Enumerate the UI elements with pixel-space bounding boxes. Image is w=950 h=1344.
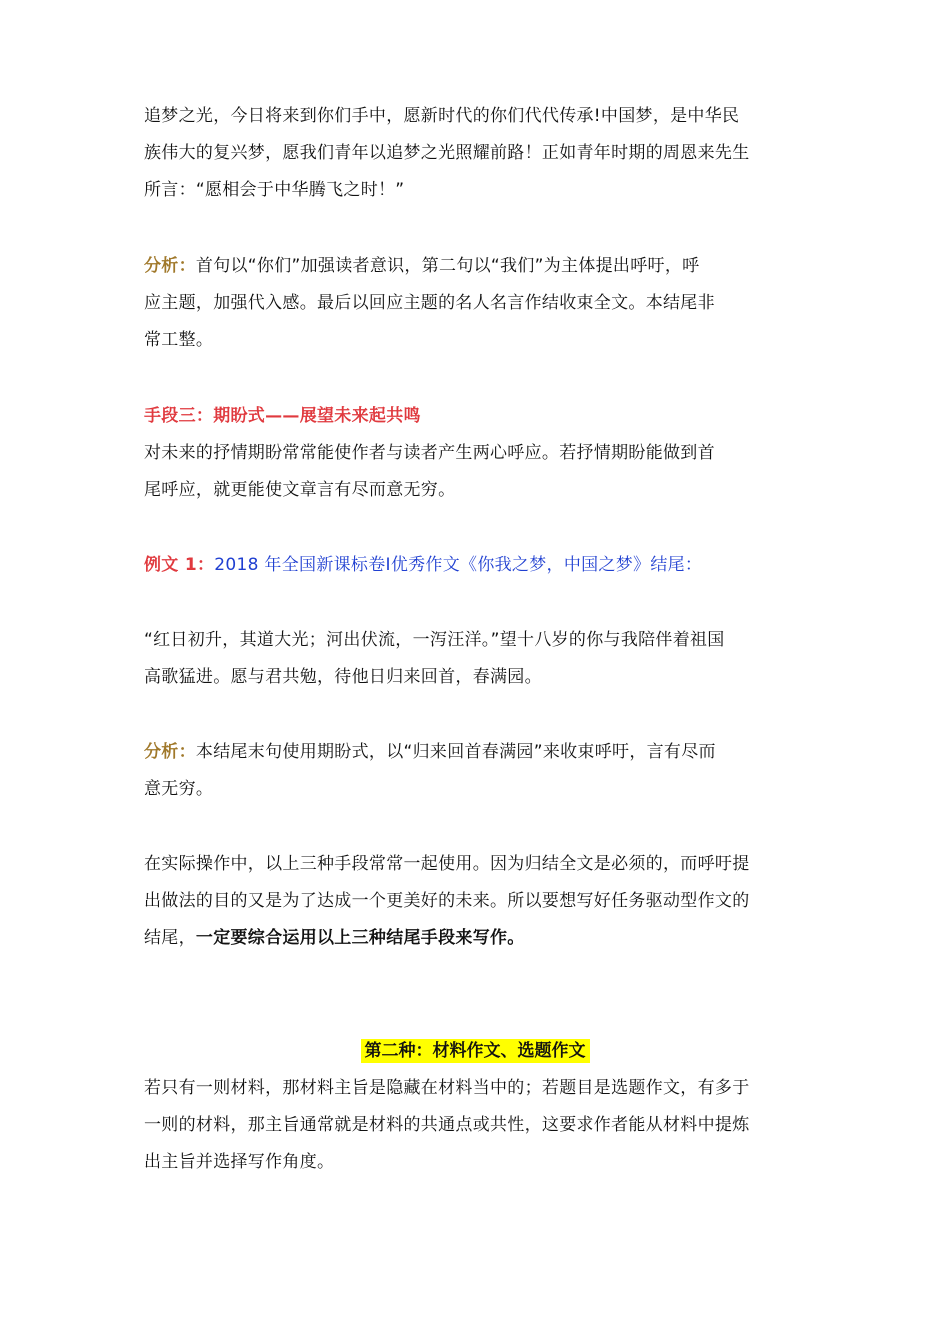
closing-paragraph <box>144 98 824 209</box>
text-line: 对未来的抒情期盼常常能使作者与读者产生两心呼应。若抒情期盼能做到首 <box>144 443 715 463</box>
text-line: 在实际操作中，以上三种手段常常一起使用。因为归结全文是必须的，而呼吁提 <box>144 854 750 874</box>
analysis-label: 分析： <box>144 742 196 762</box>
text-line: 高歌猛进。愿与君共勉，待他日归来回首，春满园。 <box>144 667 542 687</box>
method-three-section <box>144 398 824 509</box>
example-label: 例文 1： <box>144 555 215 575</box>
text-line: 常工整。 <box>144 330 214 350</box>
text-line: 尾呼应，就更能使文章言有尽而意无穷。 <box>144 480 456 500</box>
text-line: 意无穷。 <box>144 779 214 799</box>
text-line: 一则的材料，那主旨通常就是材料的共通点或共性，这要求作者能从材料中提炼 <box>144 1115 750 1135</box>
text-line <box>144 248 824 285</box>
analysis-text: 本结尾末句使用期盼式，以“归来回首春满园”来收束呼吁，言有尽而 <box>195 742 716 762</box>
text-line: 追梦之光，今日将来到你们手中，愿新时代的你们代代传承!中国梦，是中华民 <box>144 106 740 126</box>
summary-prefix: 结尾， <box>144 928 196 948</box>
text-line: 若只有一则材料，那材料主旨是隐藏在材料当中的；若题目是选题作文，有多于 <box>144 1078 750 1098</box>
analysis-paragraph-2 <box>144 734 824 808</box>
section-two-paragraph <box>144 1070 824 1181</box>
text-line <box>144 734 824 771</box>
example-heading <box>144 547 824 584</box>
text-line: 应主题，加强代入感。最后以回应主题的名人名言作结收束全文。本结尾非 <box>144 293 715 313</box>
text-line <box>144 920 824 957</box>
summary-paragraph <box>144 846 824 957</box>
method-three-heading: 手段三：期盼式——展望未来起共鸣 <box>144 406 421 426</box>
highlighted-title: 第二种：材料作文、选题作文 <box>361 1039 590 1063</box>
text-line: 所言：“愿相会于中华腾飞之时！” <box>144 180 405 200</box>
text-line: 族伟大的复兴梦，愿我们青年以追梦之光照耀前路！正如青年时期的周恩来先生 <box>144 143 750 163</box>
text-line: 出主旨并选择写作角度。 <box>144 1152 335 1172</box>
summary-emphasis: 一定要综合运用以上三种结尾手段来写作。 <box>195 928 525 948</box>
example-title: 2018 年全国新课标卷Ⅰ优秀作文《你我之梦，中国之梦》结尾： <box>214 555 703 575</box>
text-line: 出做法的目的又是为了达成一个更美好的未来。所以要想写好任务驱动型作文的 <box>144 891 750 911</box>
example-text <box>144 622 824 696</box>
text-line: “红日初升，其道大光；河出伏流，一泻汪洋。”望十八岁的你与我陪伴着祖国 <box>144 630 725 650</box>
analysis-paragraph-1 <box>144 248 824 359</box>
analysis-text: 首句以“你们”加强读者意识，第二句以“我们”为主体提出呼吁，呼 <box>195 256 700 276</box>
section-two-title <box>0 1036 950 1066</box>
analysis-label: 分析： <box>144 256 196 276</box>
text-line <box>144 547 824 584</box>
